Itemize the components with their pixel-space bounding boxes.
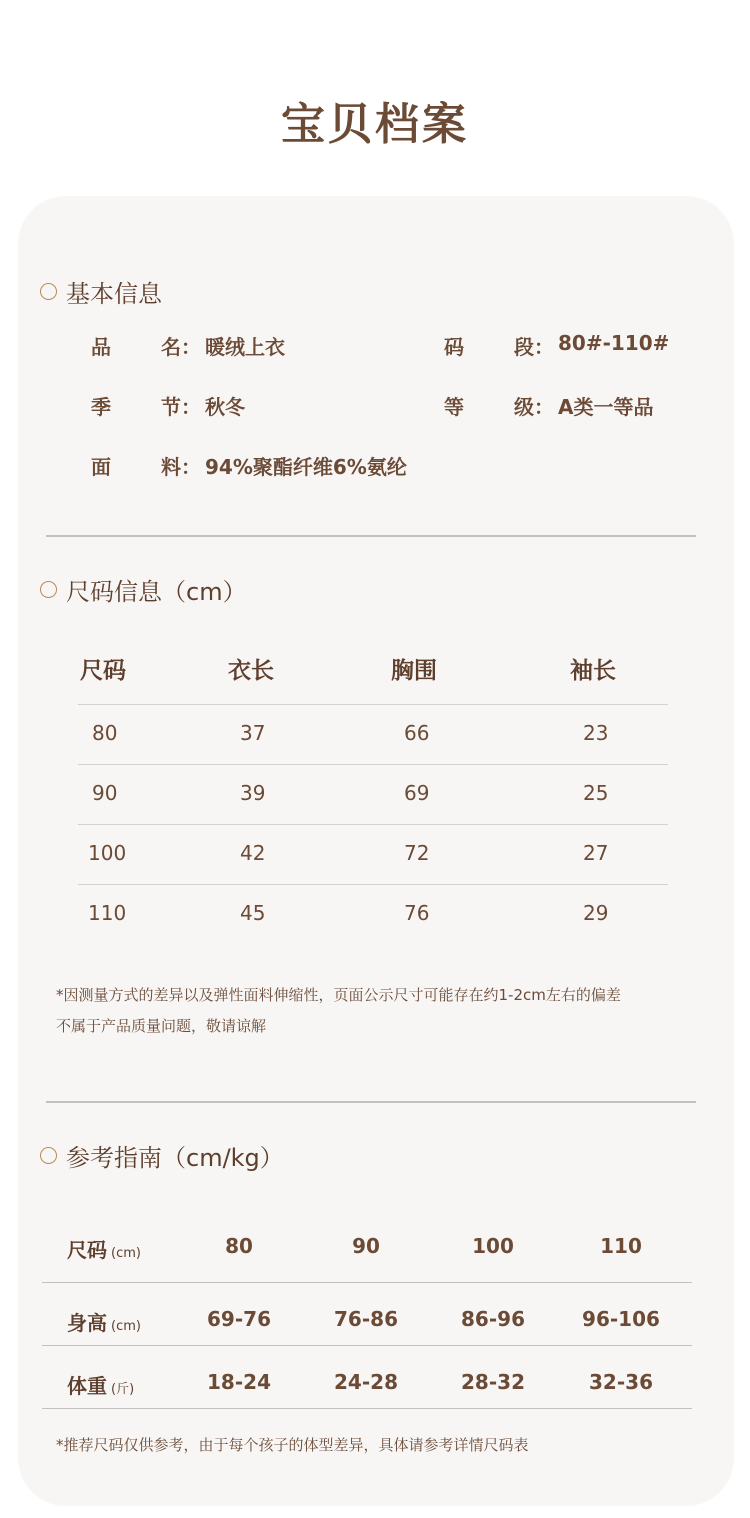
size-info-title: 尺码信息（cm） [66,578,247,606]
size-col-header: 尺码 [80,658,126,684]
sleeve-col-header: 袖长 [570,658,616,684]
archive-card [18,196,734,1506]
section-divider [46,535,696,537]
length-col-header: 衣长 [228,658,274,684]
size-table [78,634,668,944]
guide-row-weight: 体重 (斤) 18-24 24-28 28-32 32-36 [42,1346,692,1409]
guide-row-height: 身高 (cm) 69-76 76-86 86-96 96-106 [42,1283,692,1346]
guide-table [42,1220,692,1409]
info-row-name: 品 名： 暖绒上衣 [91,331,285,360]
info-value-size-range: 80#-110# [558,331,670,355]
info-row-grade: 等 级： A类一等品 [444,391,653,420]
table-row: 90 39 69 25 [78,764,668,824]
info-row-size-range: 码 段： 80#-110# [444,331,670,359]
guide-title: 参考指南（cm/kg） [66,1144,284,1172]
info-row-fabric: 面 料： 94%聚酯纤维6%氨纶 [91,451,407,480]
basic-info-title: 基本信息 [66,280,162,308]
circle-bullet-icon [40,1147,57,1164]
table-row: 100 42 72 27 [78,824,668,884]
basic-info-section-header [40,274,162,309]
table-row: 110 45 76 29 [78,884,668,944]
info-row-season: 季 节： 秋冬 [91,391,245,420]
info-value-season: 秋冬 [205,395,245,419]
guide-recommendation-note: *推荐尺码仅供参考，由于每个孩子的体型差异，具体请参考详情尺码表 [56,1436,529,1454]
guide-row-size: 尺码 (cm) 80 90 100 110 [42,1220,692,1283]
guide-section-header [40,1138,284,1173]
chest-col-header: 胸围 [391,658,437,684]
page-title: 宝贝档案 [281,99,469,150]
section-divider [46,1101,696,1103]
circle-bullet-icon [40,283,57,300]
info-value-fabric: 94%聚酯纤维6%氨纶 [205,455,407,479]
info-value-grade: A类一等品 [558,395,654,419]
table-row: 80 37 66 23 [78,704,668,764]
size-info-section-header [40,572,247,607]
info-value-name: 暖绒上衣 [205,335,285,359]
size-measurement-note: *因测量方式的差异以及弹性面料伸缩性，页面公示尺寸可能存在约1-2cm左右的偏差 不属于产品质量问题，敬请谅解 [56,986,621,1035]
size-table-header [78,634,668,704]
circle-bullet-icon [40,581,57,598]
